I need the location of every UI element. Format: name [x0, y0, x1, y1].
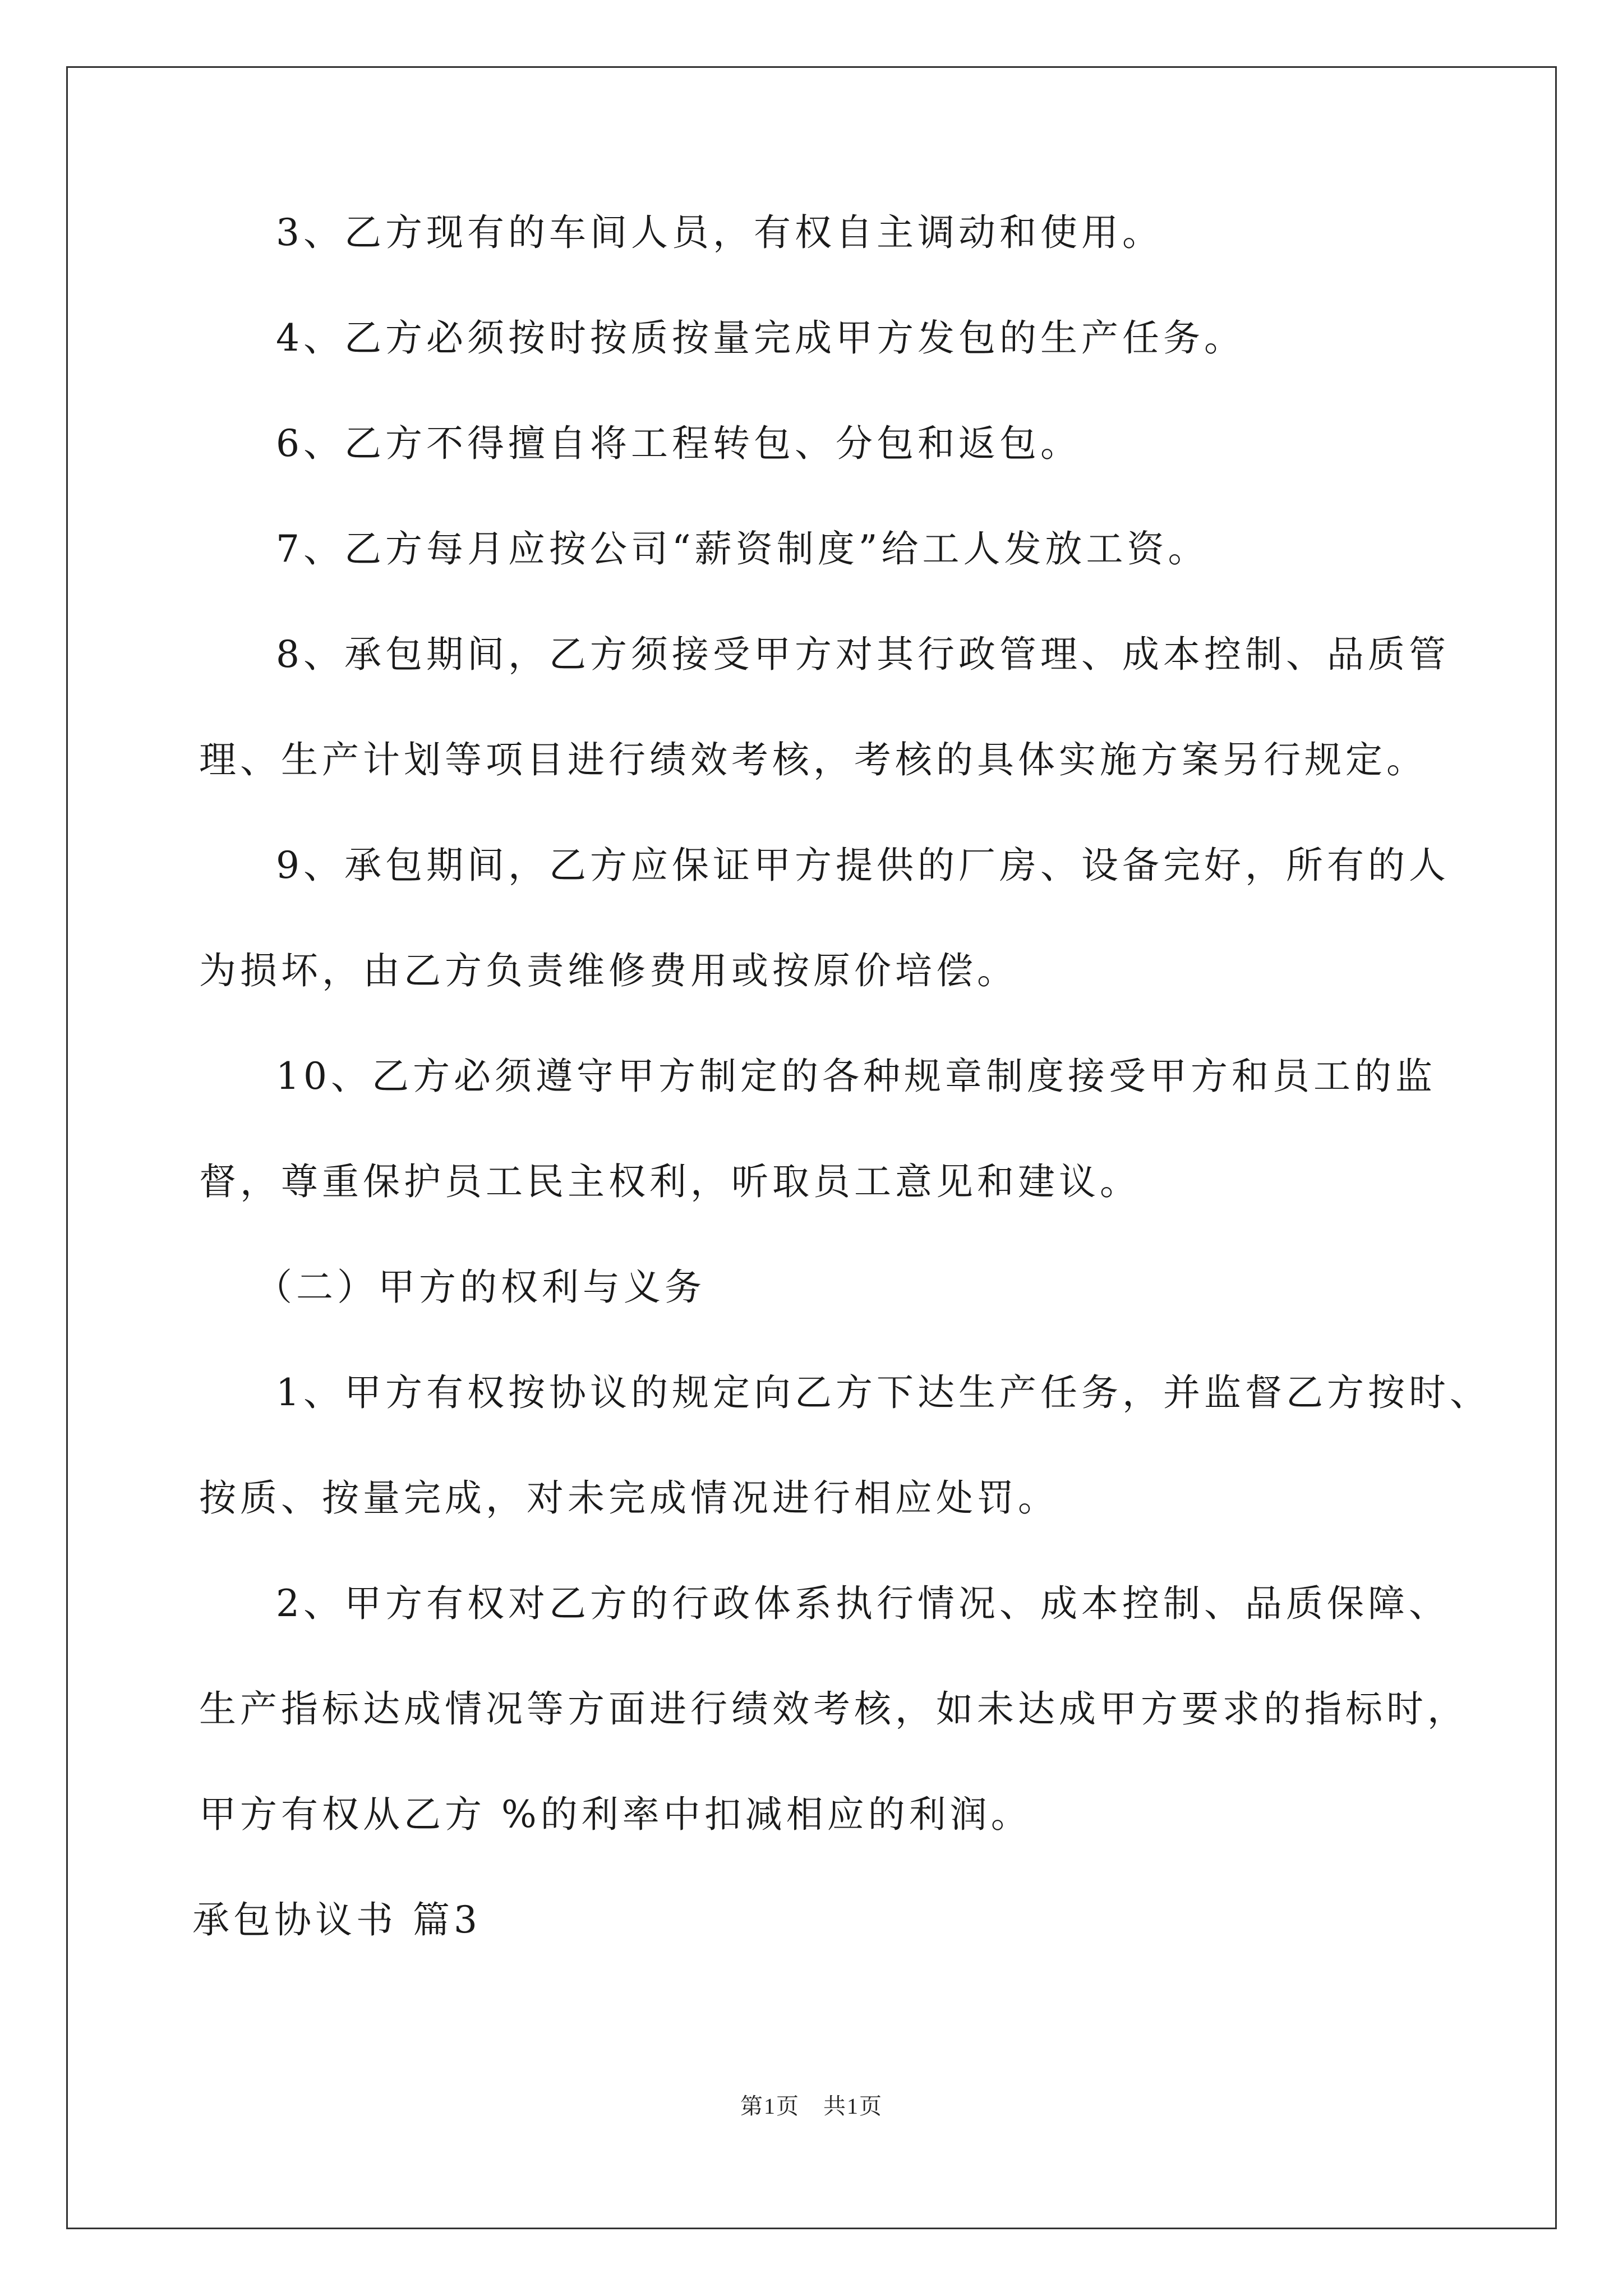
paragraph-item-8-line-1: 8、承包期间，乙方须接受甲方对其行政管理、成本控制、品质管: [276, 633, 1450, 676]
paragraph-item-10-line-2: 督，尊重保护员工民主权利，听取员工意见和建议。: [199, 1160, 1141, 1203]
paragraph-item-9-line-2: 为损坏，由乙方负责维修费用或按原价培偿。: [199, 949, 1018, 992]
section-heading-party-a: （二）甲方的权利与义务: [255, 1266, 706, 1309]
page-number-footer: 第1页 共1页: [740, 2093, 883, 2119]
paragraph-a1-line-1: 1、甲方有权按协议的规定向乙方下达生产任务，并监督乙方按时、: [276, 1371, 1491, 1414]
paragraph-item-8-line-2: 理、生产计划等项目进行绩效考核，考核的具体实施方案另行规定。: [199, 738, 1427, 781]
paragraph-item-7: 7、乙方每月应按公司“薪资制度”给工人发放工资。: [276, 527, 1209, 570]
paragraph-a2-line-1: 2、甲方有权对乙方的行政体系执行情况、成本控制、品质保障、: [276, 1582, 1450, 1625]
paragraph-a1-line-2: 按质、按量完成，对未完成情况进行相应处罚。: [199, 1476, 1059, 1520]
paragraph-item-6: 6、乙方不得擅自将工程转包、分包和返包。: [276, 422, 1081, 465]
document-body: [192, 205, 1491, 1948]
paragraph-a2-line-2: 生产指标达成情况等方面进行绩效考核，如未达成甲方要求的指标时，: [199, 1687, 1468, 1731]
document-section-title: 承包协议书 篇3: [192, 1898, 481, 1941]
paragraph-item-3: 3、乙方现有的车间人员，有权自主调动和使用。: [276, 211, 1163, 254]
paragraph-a2-line-3: 甲方有权从乙方 %的利率中扣减相应的利润。: [199, 1793, 1032, 1836]
paragraph-item-4: 4、乙方必须按时按质按量完成甲方发包的生产任务。: [276, 316, 1245, 360]
paragraph-item-10-line-1: 10、乙方必须遵守甲方制定的各种规章制度接受甲方和员工的监: [276, 1055, 1436, 1098]
paragraph-item-9-line-1: 9、承包期间，乙方应保证甲方提供的厂房、设备完好，所有的人: [276, 844, 1450, 887]
